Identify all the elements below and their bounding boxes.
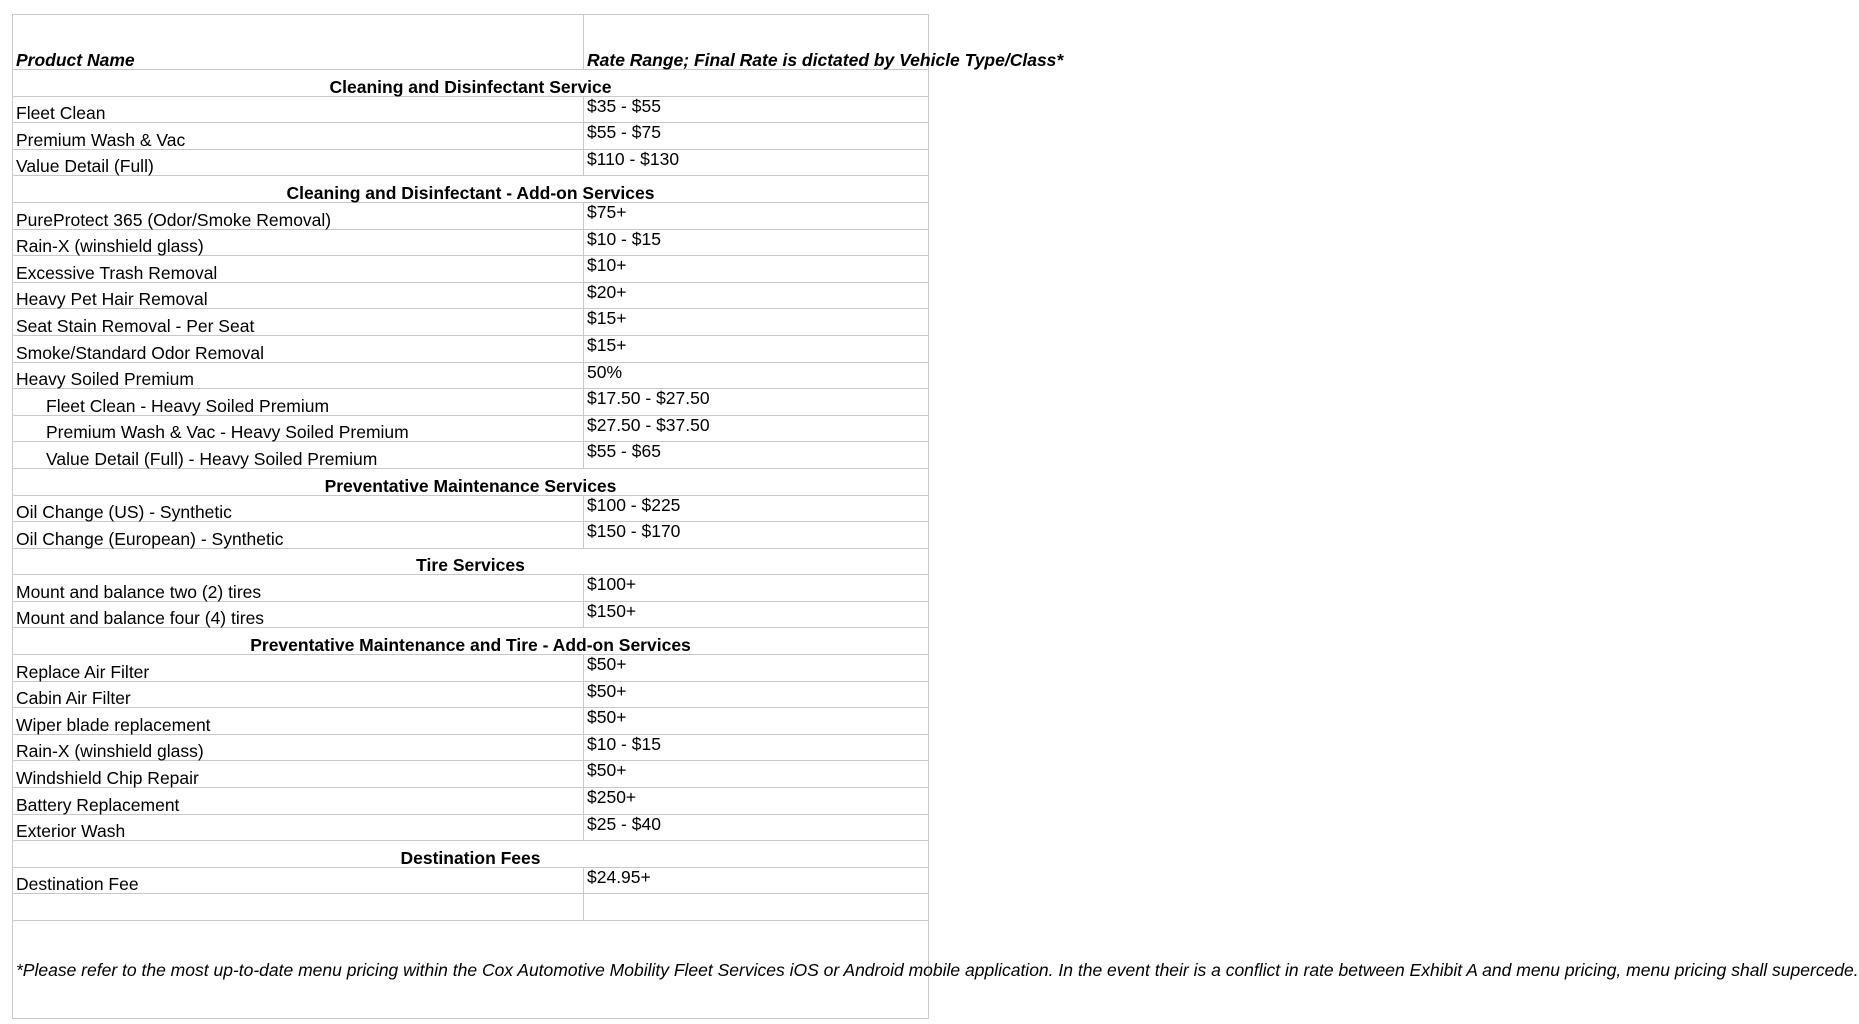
section-header-row bbox=[13, 176, 929, 203]
product-name-cell: Value Detail (Full) - Heavy Soiled Premium bbox=[13, 442, 584, 469]
table-row bbox=[13, 495, 929, 522]
product-name-cell: Premium Wash & Vac bbox=[13, 123, 584, 150]
table-row bbox=[13, 788, 929, 815]
section-header-row bbox=[13, 468, 929, 495]
product-name-cell: Excessive Trash Removal bbox=[13, 256, 584, 283]
product-name-cell: Destination Fee bbox=[13, 867, 584, 894]
rate-range-cell: $55 - $75 bbox=[584, 123, 929, 150]
table-row bbox=[13, 282, 929, 309]
product-name-cell: Windshield Chip Repair bbox=[13, 761, 584, 788]
section-title: Tire Services bbox=[13, 548, 929, 575]
footnote-row bbox=[13, 921, 929, 1019]
table-row bbox=[13, 734, 929, 761]
rate-range-cell: $110 - $130 bbox=[584, 149, 929, 176]
rate-range-header: Rate Range; Final Rate is dictated by Vehicle Type/Class* bbox=[584, 15, 929, 70]
table-row bbox=[13, 761, 929, 788]
product-name-cell: Value Detail (Full) bbox=[13, 149, 584, 176]
table-row bbox=[13, 202, 929, 229]
section-title: Cleaning and Disinfectant - Add-on Services bbox=[13, 176, 929, 203]
rate-range-cell: $24.95+ bbox=[584, 867, 929, 894]
empty-cell bbox=[584, 894, 929, 921]
empty-row bbox=[13, 894, 929, 921]
section-header-row bbox=[13, 548, 929, 575]
product-name-cell: Heavy Soiled Premium bbox=[13, 362, 584, 389]
rate-range-cell: $15+ bbox=[584, 309, 929, 336]
section-title: Preventative Maintenance and Tire - Add-on Services bbox=[13, 628, 929, 655]
rate-range-cell: $50+ bbox=[584, 655, 929, 682]
rate-range-cell: $15+ bbox=[584, 335, 929, 362]
table-row bbox=[13, 442, 929, 469]
section-title: Destination Fees bbox=[13, 841, 929, 868]
product-name-cell: Replace Air Filter bbox=[13, 655, 584, 682]
rate-range-cell: $27.50 - $37.50 bbox=[584, 415, 929, 442]
table-row bbox=[13, 96, 929, 123]
rate-range-cell: $17.50 - $27.50 bbox=[584, 389, 929, 416]
product-name-cell: Rain-X (winshield glass) bbox=[13, 734, 584, 761]
product-name-cell: Rain-X (winshield glass) bbox=[13, 229, 584, 256]
product-name-cell: Fleet Clean - Heavy Soiled Premium bbox=[13, 389, 584, 416]
section-title: Cleaning and Disinfectant Service bbox=[13, 70, 929, 97]
product-name-cell: Cabin Air Filter bbox=[13, 681, 584, 708]
rate-table-body bbox=[13, 15, 1859, 1019]
rate-range-cell: $50+ bbox=[584, 708, 929, 735]
table-row bbox=[13, 814, 929, 841]
rate-range-cell: $55 - $65 bbox=[584, 442, 929, 469]
rate-range-cell: $75+ bbox=[584, 202, 929, 229]
rate-range-cell: $50+ bbox=[584, 761, 929, 788]
product-name-cell: Heavy Pet Hair Removal bbox=[13, 282, 584, 309]
product-name-cell: Exterior Wash bbox=[13, 814, 584, 841]
table-row bbox=[13, 362, 929, 389]
rate-range-cell: $25 - $40 bbox=[584, 814, 929, 841]
product-name-cell: Oil Change (European) - Synthetic bbox=[13, 522, 584, 549]
table-row bbox=[13, 335, 929, 362]
rate-table bbox=[12, 14, 1859, 1019]
product-name-cell: Wiper blade replacement bbox=[13, 708, 584, 735]
table-row bbox=[13, 389, 929, 416]
table-row bbox=[13, 415, 929, 442]
header-row bbox=[13, 15, 929, 70]
table-row bbox=[13, 149, 929, 176]
rate-range-cell: $150+ bbox=[584, 601, 929, 628]
rate-range-cell: $10+ bbox=[584, 256, 929, 283]
product-name-cell: Fleet Clean bbox=[13, 96, 584, 123]
table-row bbox=[13, 123, 929, 150]
section-title: Preventative Maintenance Services bbox=[13, 468, 929, 495]
rate-range-cell: $50+ bbox=[584, 681, 929, 708]
table-row bbox=[13, 867, 929, 894]
table-row bbox=[13, 655, 929, 682]
table-row bbox=[13, 309, 929, 336]
table-row bbox=[13, 681, 929, 708]
product-name-cell: Seat Stain Removal - Per Seat bbox=[13, 309, 584, 336]
table-row bbox=[13, 708, 929, 735]
rate-range-cell: $150 - $170 bbox=[584, 522, 929, 549]
empty-cell bbox=[13, 894, 584, 921]
product-name-cell: Oil Change (US) - Synthetic bbox=[13, 495, 584, 522]
rate-range-cell: $10 - $15 bbox=[584, 734, 929, 761]
product-name-cell: Premium Wash & Vac - Heavy Soiled Premium bbox=[13, 415, 584, 442]
section-header-row bbox=[13, 841, 929, 868]
product-name-cell: Battery Replacement bbox=[13, 788, 584, 815]
rate-range-cell: 50% bbox=[584, 362, 929, 389]
product-name-header: Product Name bbox=[13, 15, 584, 70]
rate-range-cell: $10 - $15 bbox=[584, 229, 929, 256]
section-header-row bbox=[13, 70, 929, 97]
product-name-cell: Mount and balance two (2) tires bbox=[13, 575, 584, 602]
table-row bbox=[13, 256, 929, 283]
table-row bbox=[13, 229, 929, 256]
table-row bbox=[13, 601, 929, 628]
table-row bbox=[13, 575, 929, 602]
product-name-cell: Mount and balance four (4) tires bbox=[13, 601, 584, 628]
product-name-cell: PureProtect 365 (Odor/Smoke Removal) bbox=[13, 202, 584, 229]
rate-range-cell: $20+ bbox=[584, 282, 929, 309]
rate-range-cell: $100 - $225 bbox=[584, 495, 929, 522]
rate-range-cell: $100+ bbox=[584, 575, 929, 602]
rate-range-cell: $250+ bbox=[584, 788, 929, 815]
table-row bbox=[13, 522, 929, 549]
footnote: *Please refer to the most up-to-date menu pricing within the Cox Automotive Mobility Fleet Services iOS or Android mobile application. In the event their is a conflict in rate between Exhibit A and menu pricing, menu pricing shall supercede. bbox=[13, 921, 929, 1019]
rate-range-cell: $35 - $55 bbox=[584, 96, 929, 123]
section-header-row bbox=[13, 628, 929, 655]
product-name-cell: Smoke/Standard Odor Removal bbox=[13, 335, 584, 362]
